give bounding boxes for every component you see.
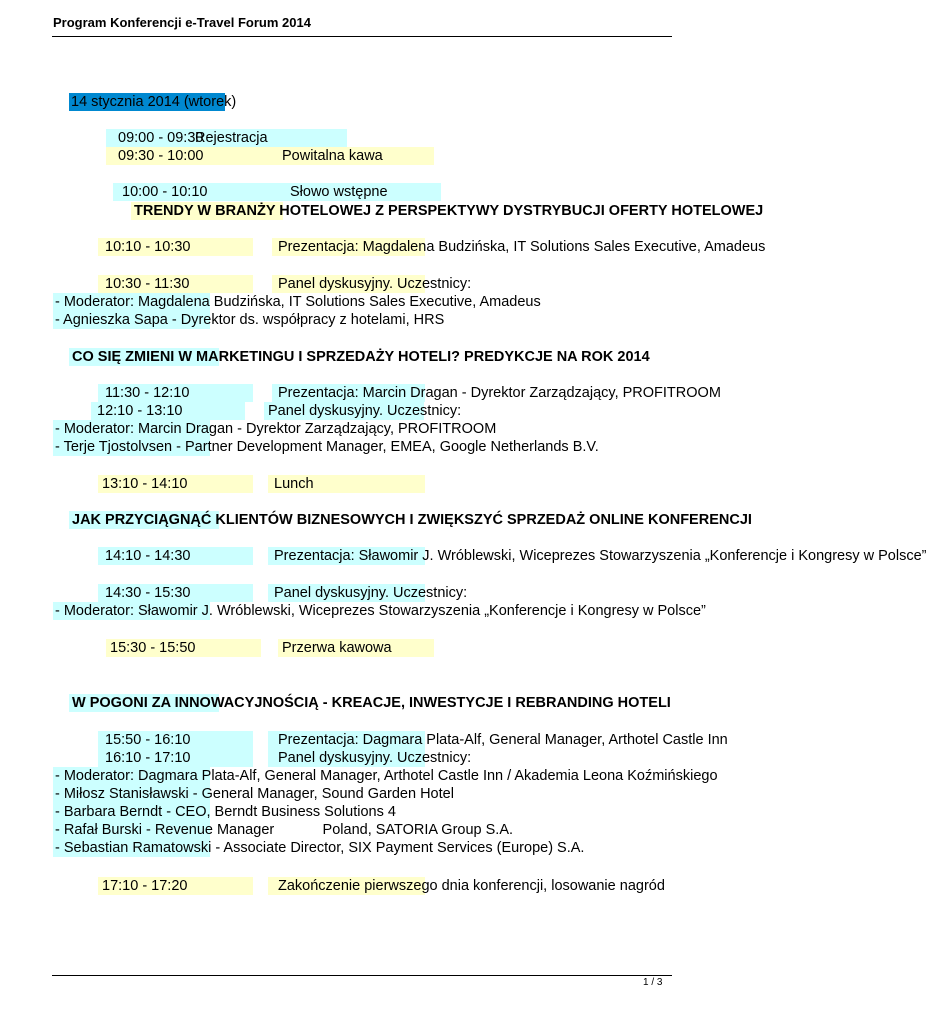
participant: - Barbara Berndt - CEO, Berndt Business Solutions 4 [55,804,396,820]
participant: - Agnieszka Sapa - Dyrektor ds. współpracy z hotelami, HRS [55,312,445,328]
schedule-label: Panel dyskusyjny. Uczestnicy: [278,276,472,292]
participant: - Moderator: Dagmara Plata-Alf, General Manager, Arthotel Castle Inn / Akademia Leona Koźmińskiego [55,768,718,784]
page-number: 1 / 3 [643,977,663,988]
participant: - Sebastian Ramatowski - Associate Director, SIX Payment Services (Europe) S.A. [55,840,585,856]
schedule-time: 10:10 - 10:30 [105,239,191,255]
schedule-time: 13:10 - 14:10 [102,476,188,492]
schedule-label: Lunch [274,476,314,492]
schedule-label: Przerwa kawowa [282,640,392,656]
section-title: JAK PRZYCIĄGNĄĆ KLIENTÓW BIZNESOWYCH I ZWIĘKSZYĆ SPRZEDAŻ ONLINE KONFERENCJI [72,512,752,528]
schedule-label: Panel dyskusyjny. Uczestnicy: [278,750,472,766]
participant: - Rafał Burski - Revenue Manager Poland, SATORIA Group S.A. [55,822,514,838]
schedule-time: 16:10 - 17:10 [105,750,191,766]
schedule-time: 15:30 - 15:50 [110,640,196,656]
schedule-label: Rejestracja [195,130,268,146]
schedule-label: Zakończenie pierwszego dnia konferencji, losowanie nagród [278,878,665,894]
schedule-time: 09:00 - 09:30 [118,130,204,146]
section-title: CO SIĘ ZMIENI W MARKETINGU I SPRZEDAŻY HOTELI? PREDYKCJE NA ROK 2014 [72,349,650,365]
schedule-label: Prezentacja: Sławomir J. Wróblewski, Wiceprezes Stowarzyszenia „Konferencje i Kongresy w Polsce” [274,548,926,564]
participant: - Moderator: Sławomir J. Wróblewski, Wiceprezes Stowarzyszenia „Konferencje i Kongresy w Polsce” [55,603,706,619]
participant: - Moderator: Marcin Dragan - Dyrektor Zarządzający, PROFITROOM [55,421,497,437]
section-title: TRENDY W BRANŻY HOTELOWEJ Z PERSPEKTYWY DYSTRYBUCJI OFERTY HOTELOWEJ [134,203,764,219]
footer-rule [52,975,672,976]
participant: - Miłosz Stanisławski - General Manager, Sound Garden Hotel [55,786,454,802]
participant: - Terje Tjostolvsen - Partner Development Manager, EMEA, Google Netherlands B.V. [55,439,599,455]
document-title: Program Konferencji e-Travel Forum 2014 [53,15,311,30]
schedule-time: 10:30 - 11:30 [105,276,190,292]
schedule-label: Prezentacja: Dagmara Plata-Alf, General Manager, Arthotel Castle Inn [278,732,728,748]
schedule-time: 11:30 - 12:10 [105,385,190,401]
schedule-time: 15:50 - 16:10 [105,732,191,748]
schedule-time: 12:10 - 13:10 [97,403,183,419]
day-date: 14 stycznia 2014 (wtorek) [71,94,237,110]
schedule-time: 09:30 - 10:00 [118,148,204,164]
schedule-label: Prezentacja: Magdalena Budzińska, IT Solutions Sales Executive, Amadeus [278,239,766,255]
schedule-time: 10:00 - 10:10 [122,184,208,200]
schedule-label: Prezentacja: Marcin Dragan - Dyrektor Zarządzający, PROFITROOM [278,385,721,401]
schedule-label: Panel dyskusyjny. Uczestnicy: [274,585,468,601]
schedule-label: Powitalna kawa [282,148,383,164]
participant: - Moderator: Magdalena Budzińska, IT Solutions Sales Executive, Amadeus [55,294,541,310]
section-title: W POGONI ZA INNOWACYJNOŚCIĄ - KREACJE, INWESTYCJE I REBRANDING HOTELI [72,695,671,711]
schedule-time: 14:10 - 14:30 [105,548,191,564]
header-rule [52,36,672,37]
schedule-time: 14:30 - 15:30 [105,585,191,601]
schedule-label: Słowo wstępne [290,184,388,200]
schedule-time: 17:10 - 17:20 [102,878,188,894]
schedule-label: Panel dyskusyjny. Uczestnicy: [268,403,462,419]
